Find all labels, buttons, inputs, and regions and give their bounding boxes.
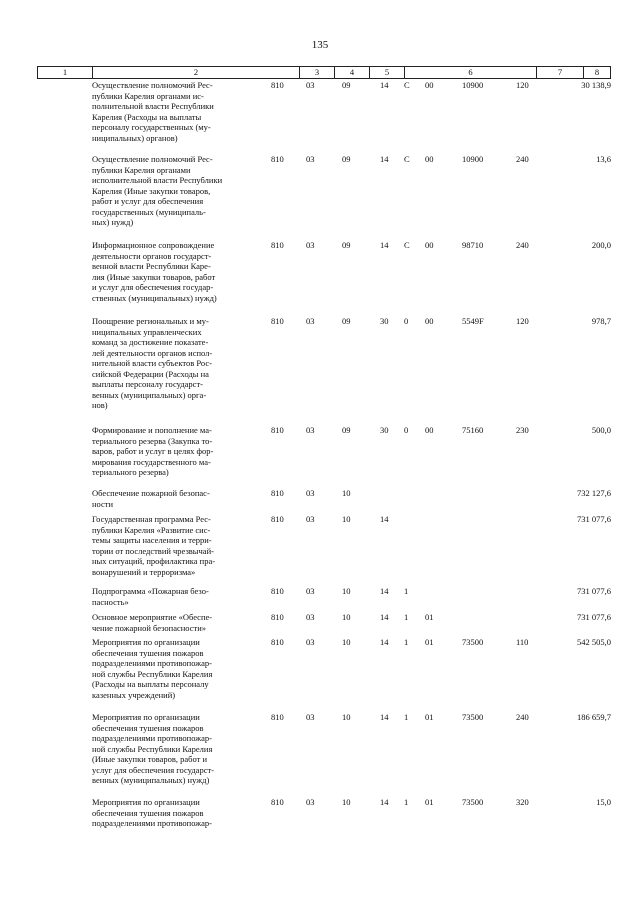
row-description-line: обеспечения тушения пожаров bbox=[92, 647, 204, 658]
row-description-line: венных (муниципальных) нужд) bbox=[92, 775, 210, 785]
col-8-cell: 542 505,0 bbox=[577, 637, 611, 647]
col-8-header: 8 bbox=[594, 67, 600, 77]
row-description-line: исполнительной власти Республики bbox=[92, 175, 223, 185]
col-8-cell: 978,7 bbox=[591, 316, 611, 326]
row-description-line: вонарушений и терроризма» bbox=[92, 566, 196, 577]
row-description bbox=[92, 514, 250, 577]
row-description-line: ной службы Республики Карелия bbox=[92, 668, 213, 679]
row-description-line: Карелия (Расходы на выплаты bbox=[92, 111, 202, 122]
col-3-cell: 810 bbox=[271, 637, 284, 647]
row-description-line: подразделениями противопожар- bbox=[92, 818, 212, 828]
col-4-header: 4 bbox=[349, 67, 355, 77]
row-description-line: Осуществление полномочий Рес- bbox=[92, 80, 213, 90]
col-7-cell: 240 bbox=[516, 712, 529, 722]
col-5-cell: 10 bbox=[342, 612, 351, 622]
col-6a-cell: 14 bbox=[380, 797, 389, 807]
row-description-line: венной власти Республики Каре- bbox=[92, 261, 211, 271]
row-description-line: темы защиты населения и терри- bbox=[92, 535, 212, 545]
col-6d-cell: 73500 bbox=[462, 637, 484, 647]
row-description-line: выплаты персоналу государст- bbox=[92, 379, 204, 389]
row-description-line: ниципальных управленческих bbox=[92, 326, 202, 337]
row-description-line: нов) bbox=[92, 400, 108, 410]
col-3-cell: 810 bbox=[271, 240, 284, 250]
col-3-cell: 810 bbox=[271, 612, 284, 622]
row-description bbox=[92, 488, 250, 509]
col-8-cell: 500,0 bbox=[591, 425, 611, 435]
col-7-cell: 120 bbox=[516, 80, 529, 90]
col-6a-cell: 14 bbox=[380, 637, 389, 647]
row-description-line: пасность» bbox=[92, 596, 129, 607]
col-4-cell: 03 bbox=[306, 612, 315, 622]
col-8-cell: 731 077,6 bbox=[577, 612, 611, 622]
col-1-header: 1 bbox=[62, 67, 68, 77]
row-description-line: ной службы Республики Карелия bbox=[92, 743, 213, 754]
col-6b-cell: 0 bbox=[404, 425, 409, 435]
col-6b-cell: 1 bbox=[404, 712, 409, 722]
row-description bbox=[92, 586, 250, 607]
col-4-cell: 03 bbox=[306, 425, 315, 435]
row-description-line: полнительной власти Республики bbox=[92, 101, 214, 111]
col-5-cell: 09 bbox=[342, 154, 351, 164]
col-4-cell: 03 bbox=[306, 154, 315, 164]
col-6d-cell: 10900 bbox=[462, 80, 484, 90]
row-description-line: лей деятельности органов испол- bbox=[92, 347, 213, 358]
row-description-line: варов, работ и услуг в целях фор- bbox=[92, 446, 214, 456]
row-description-line: сийской Федерации (Расходы на bbox=[92, 368, 209, 379]
row-description-line: Поощрение региональных и му- bbox=[92, 316, 209, 326]
col-4-cell: 03 bbox=[306, 80, 315, 90]
row-description bbox=[92, 425, 250, 478]
col-5-cell: 09 bbox=[342, 316, 351, 326]
row-description-line: Формирование и пополнение ма- bbox=[92, 425, 212, 435]
col-8-cell: 732 127,6 bbox=[577, 488, 611, 498]
col-3-cell: 810 bbox=[271, 316, 284, 326]
col-4-cell: 03 bbox=[306, 637, 315, 647]
row-description-line: Мероприятия по организации bbox=[92, 797, 200, 807]
row-description-line: чение пожарной безопасности» bbox=[92, 622, 207, 633]
col-3-cell: 810 bbox=[271, 797, 284, 807]
row-description bbox=[92, 797, 250, 829]
col-7-cell: 120 bbox=[516, 316, 529, 326]
row-description-line: лия (Иные закупки товаров, работ bbox=[92, 271, 216, 282]
row-description-line: териального резерва) bbox=[92, 467, 169, 477]
col-7-cell: 240 bbox=[516, 240, 529, 250]
row-description-line: Подпрограмма «Пожарная безо- bbox=[92, 586, 209, 596]
col-8-cell: 731 077,6 bbox=[577, 586, 611, 596]
row-description-line: работ и услуг для обеспечения bbox=[92, 196, 204, 206]
col-6a-cell: 30 bbox=[380, 316, 389, 326]
col-6a-cell: 14 bbox=[380, 612, 389, 622]
row-description-line: Карелия (Иные закупки товаров, bbox=[92, 185, 211, 196]
col-5-cell: 10 bbox=[342, 712, 351, 722]
row-description bbox=[92, 637, 250, 700]
row-description-line: услуг для обеспечения государст- bbox=[92, 764, 215, 775]
col-6c-cell: 01 bbox=[425, 637, 434, 647]
col-7-cell: 320 bbox=[516, 797, 529, 807]
col-3-cell: 810 bbox=[271, 488, 284, 498]
row-description-line: Государственная программа Рес- bbox=[92, 514, 211, 524]
col-6c-cell: 00 bbox=[425, 425, 434, 435]
col-6b-cell: 0 bbox=[404, 316, 409, 326]
col-5-cell: 09 bbox=[342, 425, 351, 435]
col-6c-cell: 00 bbox=[425, 316, 434, 326]
row-description-line: и услуг для обеспечения государ- bbox=[92, 282, 214, 292]
col-2-header: 2 bbox=[193, 67, 199, 77]
col-6c-cell: 00 bbox=[425, 154, 434, 164]
col-6c-cell: 00 bbox=[425, 240, 434, 250]
row-description-line: ниципальных) органов) bbox=[92, 132, 178, 143]
col-6a-cell: 30 bbox=[380, 425, 389, 435]
row-description-line: Мероприятия по организации bbox=[92, 712, 200, 722]
col-6a-cell: 14 bbox=[380, 80, 389, 90]
row-description-line: команд за достижение показате- bbox=[92, 337, 209, 347]
col-6b-cell: С bbox=[404, 154, 410, 164]
col-6d-cell: 73500 bbox=[462, 797, 484, 807]
row-description-line: ных) нужд) bbox=[92, 217, 134, 227]
col-4-cell: 03 bbox=[306, 240, 315, 250]
row-description-line: подразделениями противопожар- bbox=[92, 658, 212, 668]
col-4-cell: 03 bbox=[306, 586, 315, 596]
row-description-line: публики Карелия органами ис- bbox=[92, 90, 204, 101]
row-description-line: ности bbox=[92, 498, 114, 509]
col-3-cell: 810 bbox=[271, 586, 284, 596]
col-7-cell: 110 bbox=[516, 637, 529, 647]
col-8-cell: 30 138,9 bbox=[581, 80, 611, 90]
row-description-line: Обеспечение пожарной безопас- bbox=[92, 488, 210, 498]
col-3-cell: 810 bbox=[271, 80, 284, 90]
col-6a-cell: 14 bbox=[380, 154, 389, 164]
row-description bbox=[92, 712, 250, 786]
row-description bbox=[92, 316, 250, 411]
col-3-cell: 810 bbox=[271, 514, 284, 524]
col-7-cell: 240 bbox=[516, 154, 529, 164]
row-description bbox=[92, 240, 250, 303]
col-8-cell: 200,0 bbox=[591, 240, 611, 250]
col-7-cell: 230 bbox=[516, 425, 529, 435]
col-6a-cell: 14 bbox=[380, 586, 389, 596]
row-description-line: казенных учреждений) bbox=[92, 689, 176, 700]
col-5-cell: 10 bbox=[342, 637, 351, 647]
col-6d-cell: 73500 bbox=[462, 712, 484, 722]
row-description bbox=[92, 80, 250, 143]
col-8-cell: 186 659,7 bbox=[577, 712, 611, 722]
col-6d-cell: 5549F bbox=[462, 316, 484, 326]
col-4-cell: 03 bbox=[306, 712, 315, 722]
col-6d-cell: 98710 bbox=[462, 240, 484, 250]
row-description-line: государственных (муниципаль- bbox=[92, 206, 206, 217]
row-description-line: Осуществление полномочий Рес- bbox=[92, 154, 213, 164]
col-3-cell: 810 bbox=[271, 154, 284, 164]
row-description-line: публики Карелия органами bbox=[92, 164, 191, 175]
col-6a-cell: 14 bbox=[380, 514, 389, 524]
col-7-header: 7 bbox=[557, 67, 563, 77]
col-4-cell: 03 bbox=[306, 797, 315, 807]
row-description-line: Основное мероприятие «Обеспе- bbox=[92, 612, 213, 622]
col-4-cell: 03 bbox=[306, 316, 315, 326]
col-5-cell: 10 bbox=[342, 586, 351, 596]
row-description-line: деятельности органов государст- bbox=[92, 250, 212, 261]
row-description-line: (Расходы на выплаты персоналу bbox=[92, 679, 209, 689]
row-description-line: (Иные закупки товаров, работ и bbox=[92, 754, 208, 764]
col-5-cell: 10 bbox=[342, 514, 351, 524]
col-6d-cell: 75160 bbox=[462, 425, 484, 435]
row-description-line: тории от последствий чрезвычай- bbox=[92, 545, 214, 556]
col-5-cell: 09 bbox=[342, 240, 351, 250]
row-description-line: венных (муниципальных) орга- bbox=[92, 389, 207, 400]
col-8-cell: 15,0 bbox=[596, 797, 611, 807]
col-5-cell: 10 bbox=[342, 488, 351, 498]
col-6c-cell: 01 bbox=[425, 712, 434, 722]
col-5-cell: 10 bbox=[342, 797, 351, 807]
row-description-line: подразделениями противопожар- bbox=[92, 733, 212, 743]
col-6b-cell: С bbox=[404, 240, 410, 250]
col-6b-cell: 1 bbox=[404, 637, 409, 647]
col-6a-cell: 14 bbox=[380, 712, 389, 722]
col-6c-cell: 00 bbox=[425, 80, 434, 90]
row-description-line: нительной власти субъектов Рос- bbox=[92, 358, 212, 368]
row-description-line: мирования государственного ма- bbox=[92, 456, 211, 467]
col-6b-cell: 1 bbox=[404, 586, 409, 596]
row-description-line: ных ситуаций, профилактика пра- bbox=[92, 556, 216, 566]
row-description bbox=[92, 612, 250, 633]
col-6d-cell: 10900 bbox=[462, 154, 484, 164]
row-description-line: Информационное сопровождение bbox=[92, 240, 215, 250]
row-description-line: Мероприятия по организации bbox=[92, 637, 200, 647]
col-3-cell: 810 bbox=[271, 712, 284, 722]
col-6c-cell: 01 bbox=[425, 797, 434, 807]
row-description-line: публики Карелия «Развитие сис- bbox=[92, 524, 211, 535]
col-6a-cell: 14 bbox=[380, 240, 389, 250]
col-8-cell: 13,6 bbox=[596, 154, 611, 164]
table-header bbox=[37, 66, 611, 79]
col-4-cell: 03 bbox=[306, 488, 315, 498]
col-6c-cell: 01 bbox=[425, 612, 434, 622]
row-description-line: обеспечения тушения пожаров bbox=[92, 722, 204, 733]
row-description-line: персоналу государственных (му- bbox=[92, 122, 211, 132]
col-6b-cell: 1 bbox=[404, 612, 409, 622]
col-6-header: 6 bbox=[468, 67, 473, 77]
col-8-cell: 731 077,6 bbox=[577, 514, 611, 524]
col-3-header: 3 bbox=[314, 67, 320, 77]
col-6b-cell: 1 bbox=[404, 797, 409, 807]
col-5-cell: 09 bbox=[342, 80, 351, 90]
col-5-header: 5 bbox=[384, 67, 390, 77]
row-description-line: териального резерва (Закупка то- bbox=[92, 435, 213, 446]
page-number: 135 bbox=[311, 39, 329, 51]
row-description-line: обеспечения тушения пожаров bbox=[92, 807, 204, 818]
row-description bbox=[92, 154, 250, 228]
col-4-cell: 03 bbox=[306, 514, 315, 524]
row-description-line: ственных (муниципальных) нужд) bbox=[92, 292, 217, 303]
col-3-cell: 810 bbox=[271, 425, 284, 435]
col-6b-cell: С bbox=[404, 80, 410, 90]
